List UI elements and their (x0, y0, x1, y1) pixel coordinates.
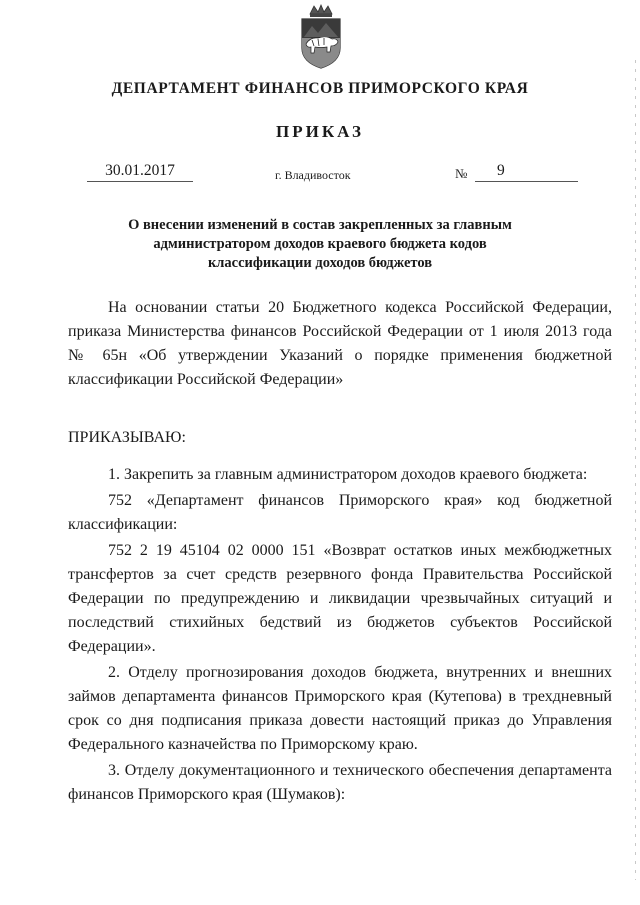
order-subject: О внесении изменений в состав закрепленных за главным администратором доходов краевого бюджета кодов классификации доходов бюджетов (128, 217, 512, 271)
order-item: 1. Закрепить за главным администратором доходов краевого бюджета: (108, 466, 588, 483)
issue-city: г. Владивосток (275, 168, 351, 182)
order-item: 752 «Департамент финансов Приморского края» код бюджетной классификации: (68, 492, 612, 533)
order-number: 9 (475, 162, 578, 182)
document-type: ПРИКАЗ (276, 122, 364, 141)
order-word: ПРИКАЗЫВАЮ: (68, 429, 186, 446)
order-item: 2. Отделу прогнозирования доходов бюджета, внутренних и внешних займов департамента финансов Приморского края (Кутепова) в трехдневный срок со дня подписания приказа довести настоящий приказ до Управления Федерального казначейства по Приморскому краю. (68, 664, 612, 753)
order-date: 30.01.2017 (87, 162, 193, 182)
department-name: ДЕПАРТАМЕНТ ФИНАНСОВ ПРИМОРСКОГО КРАЯ (111, 80, 529, 97)
order-items (68, 463, 612, 809)
legal-basis-text: На основании статьи 20 Бюджетного кодекса Российской Федерации, приказа Министерства финансов Российской Федерации от 1 июля 2013 года № 65н «Об утверждении Указаний о порядке применения бюджетной классификации Российской Федерации» (68, 299, 612, 388)
number-sign: № (455, 166, 468, 181)
scan-edge-artifact (635, 60, 636, 880)
legal-basis-paragraph (68, 296, 612, 392)
coat-of-arms-icon (296, 4, 346, 70)
order-item: 752 2 19 45104 02 0000 151 «Возврат остатков иных межбюджетных трансфертов за счет средств резервного фонда Правительства Российской Федерации по предупреждению и ликвидации чрезвычайных ситуаций и последствий стихийных бедствий из бюджетов субъектов Российской Федерации». (68, 542, 612, 655)
order-item: 3. Отделу документационного и технического обеспечения департамента финансов Приморского края (Шумаков): (68, 762, 612, 803)
